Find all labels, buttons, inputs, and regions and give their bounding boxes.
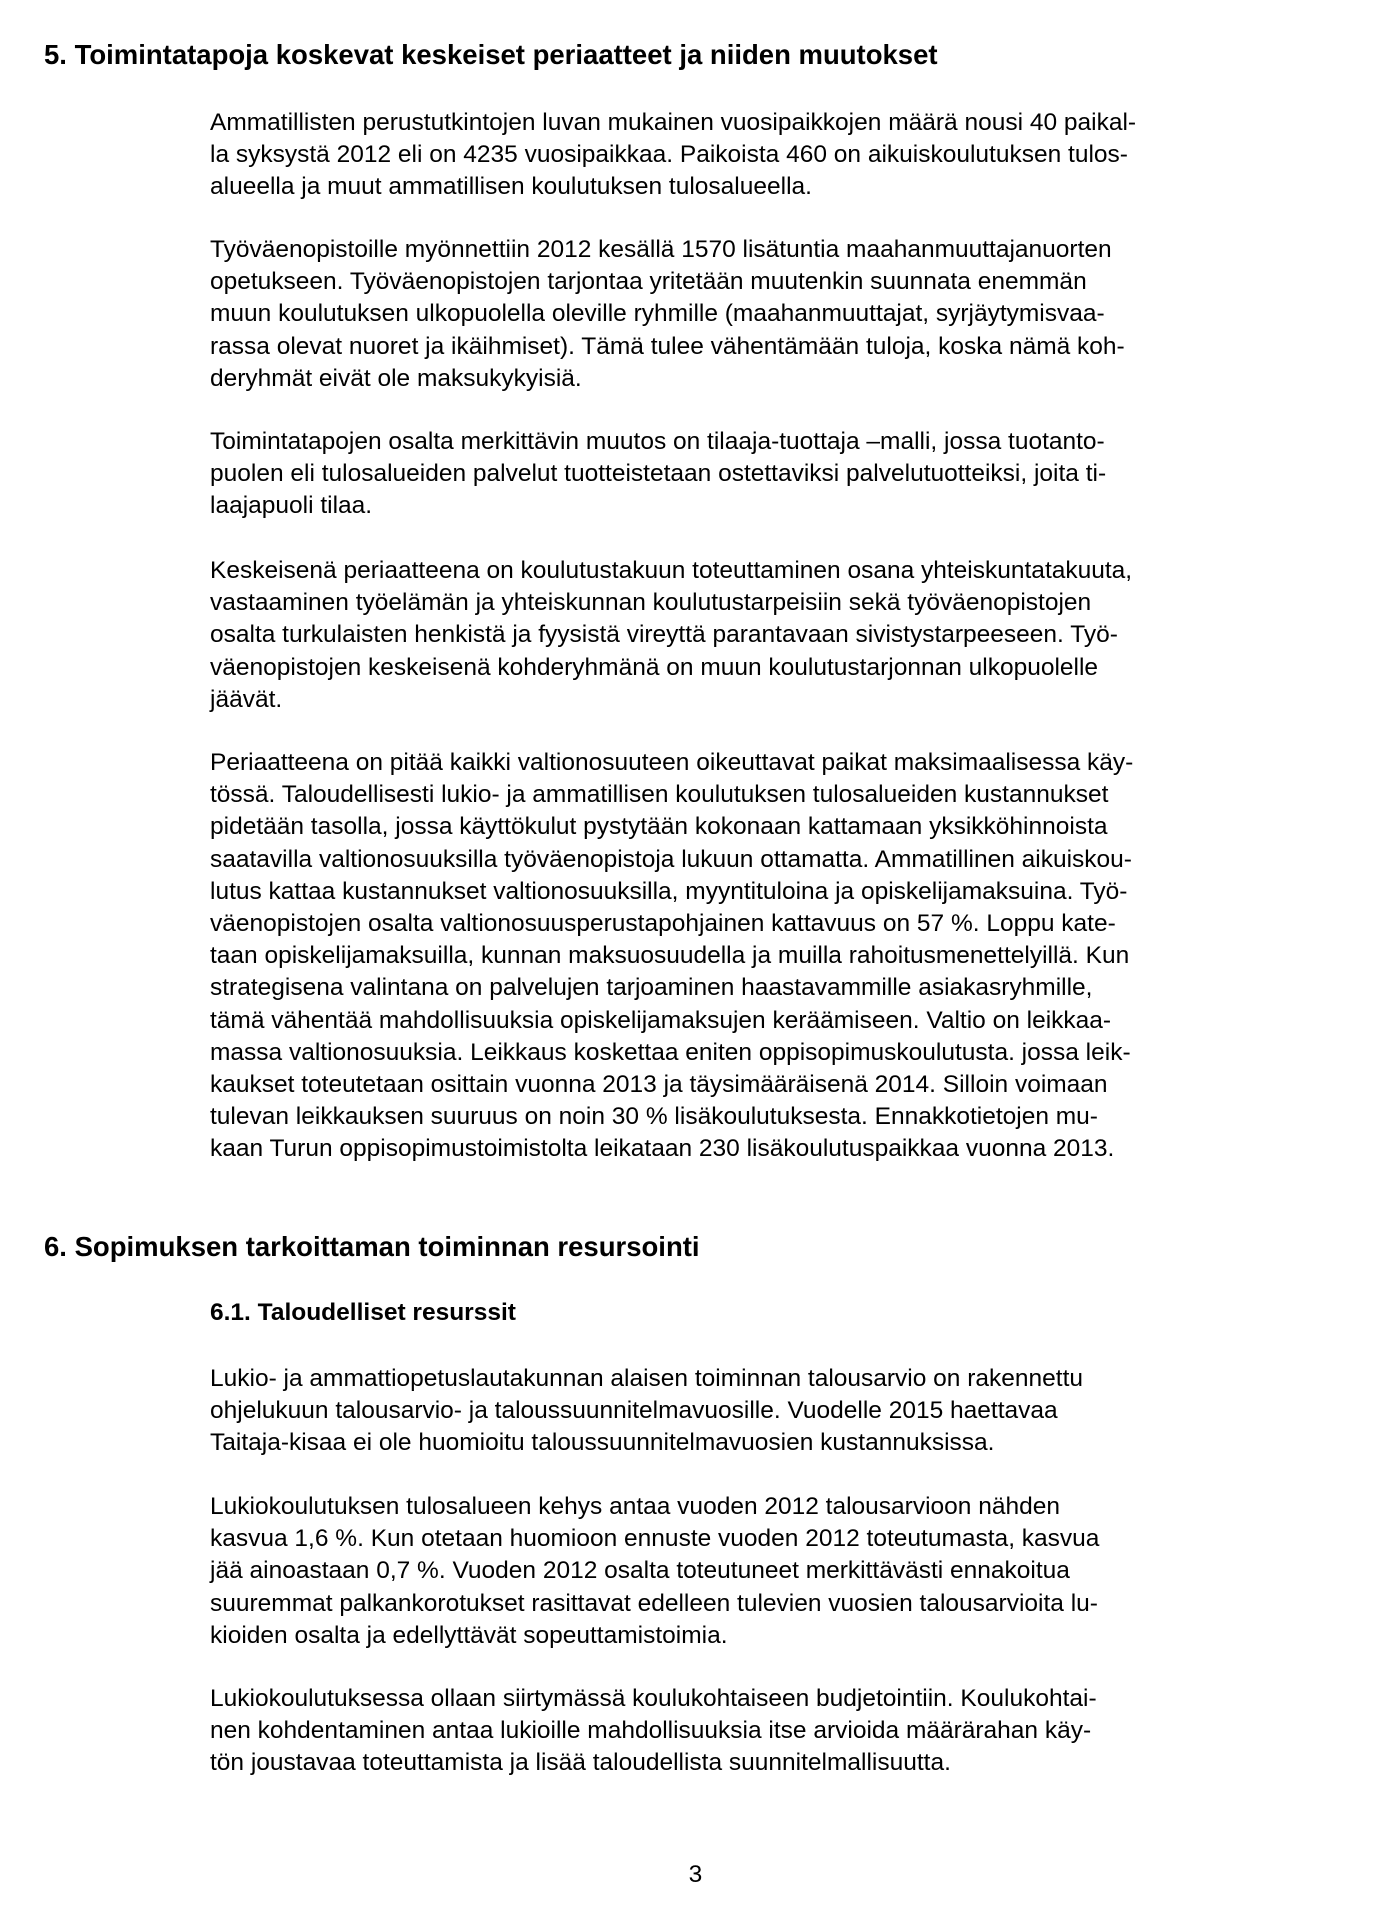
text-line: taan opiskelijamaksuilla, kunnan maksuosuudella ja muilla rahoitusmenettelyillä. Kun xyxy=(210,942,1130,970)
section-6-paragraph-1 xyxy=(210,1363,1083,1460)
text-line: la syksystä 2012 eli on 4235 vuosipaikkaa. Paikoista 460 on aikuiskoulutuksen tulos- xyxy=(210,141,1128,169)
section-5-heading: 5. Toimintatapoja koskevat keskeiset periaatteet ja niiden muutokset xyxy=(44,39,938,70)
text-line: alueella ja muut ammatillisen koulutuksen tulosalueella. xyxy=(210,173,812,201)
section-5-paragraph-1 xyxy=(210,107,1136,204)
section-6-heading: 6. Sopimuksen tarkoittaman toiminnan resursointi xyxy=(44,1231,700,1262)
text-line: kasvua 1,6 %. Kun otetaan huomioon ennuste vuoden 2012 toteutumasta, kasvua xyxy=(210,1525,1100,1553)
text-line: Keskeisenä periaatteena on koulutustakuun toteuttaminen osana yhteiskuntatakuuta, xyxy=(210,557,1133,584)
page-number: 3 xyxy=(688,1861,703,1888)
text-line: tämä vähentää mahdollisuuksia opiskelijamaksujen keräämiseen. Valtio on leikkaa- xyxy=(210,1006,1112,1034)
section-6-paragraph-2 xyxy=(210,1491,1099,1652)
text-line: pidetään tasolla, jossa käyttökulut pystytään kokonaan kattamaan yksikköhinnoista xyxy=(210,813,1108,841)
text-line: deryhmät eivät ole maksukykyisiä. xyxy=(210,364,582,392)
text-line: opetukseen. Työväenopistojen tarjontaa yritetään muutenkin suunnata enemmän xyxy=(210,268,1087,296)
text-line: massa valtionosuuksia. Leikkaus koskettaa eniten oppisopimuskoulutusta. jossa leik- xyxy=(210,1038,1131,1066)
text-line: muun koulutuksen ulkopuolella oleville ryhmille (maahanmuuttajat, syrjäytymisvaa- xyxy=(210,300,1105,328)
section-5-paragraph-5 xyxy=(210,747,1133,1165)
text-line: rassa olevat nuoret ja ikäihmiset). Tämä tulee vähentämään tuloja, koska nämä koh- xyxy=(210,332,1125,360)
text-line: lutus kattaa kustannukset valtionosuuksilla, myyntituloina ja opiskelijamaksuina. Työ- xyxy=(210,877,1128,905)
text-line: Ammatillisten perustutkintojen luvan mukainen vuosipaikkojen määrä nousi 40 paikal- xyxy=(210,109,1137,136)
text-line: ohjelukuun talousarvio- ja taloussuunnitelmavuosille. Vuodelle 2015 haettavaa xyxy=(210,1397,1058,1425)
section-6-paragraph-3 xyxy=(210,1683,1097,1780)
text-line: Lukiokoulutuksen tulosalueen kehys antaa vuoden 2012 talousarvioon nähden xyxy=(210,1493,1060,1520)
text-line: tössä. Taloudellisesti lukio- ja ammatillisen koulutuksen tulosalueiden kustannukset xyxy=(210,781,1109,809)
text-line: tön joustavaa toteuttamista ja lisää taloudellista suunnitelmallisuutta. xyxy=(210,1749,951,1777)
text-line: Periaatteena on pitää kaikki valtionosuuteen oikeuttavat paikat maksimaalisessa käy- xyxy=(210,749,1134,776)
text-line: Toimintatapojen osalta merkittävin muutos on tilaaja-tuottaja –malli, jossa tuotanto- xyxy=(210,428,1105,455)
text-line: Työväenopistoille myönnettiin 2012 kesällä 1570 lisätuntia maahanmuuttajanuorten xyxy=(210,236,1112,263)
text-line: tulevan leikkauksen suuruus on noin 30 % lisäkoulutuksesta. Ennakkotietojen mu- xyxy=(210,1103,1098,1131)
text-line: laajapuoli tilaa. xyxy=(210,492,373,520)
text-line: osalta turkulaisten henkistä ja fyysistä vireyttä parantavaan sivistystarpeeseen. Työ- xyxy=(210,621,1118,649)
text-line: väenopistojen osalta valtionosuusperustapohjainen kattavuus on 57 %. Loppu kate- xyxy=(210,909,1116,937)
section-5-paragraph-2 xyxy=(210,234,1125,395)
text-line: Taitaja-kisaa ei ole huomioitu taloussuunnitelmavuosien kustannuksissa. xyxy=(210,1429,995,1457)
text-line: puolen eli tulosalueiden palvelut tuotteistetaan ostettaviksi palvelutuotteiksi, joita ti- xyxy=(210,460,1107,488)
text-line: suuremmat palkankorotukset rasittavat edelleen tulevien vuosien talousarvioita lu- xyxy=(210,1589,1098,1617)
text-line: kioiden osalta ja edellyttävät sopeuttamistoimia. xyxy=(210,1621,728,1649)
text-line: saatavilla valtionosuuksilla työväenopistoja lukuun ottamatta. Ammatillinen aikuiskou- xyxy=(210,845,1132,873)
text-line: kaukset toteutetaan osittain vuonna 2013 ja täysimääräisenä 2014. Silloin voimaan xyxy=(210,1070,1108,1098)
section-5-paragraph-4 xyxy=(210,555,1132,716)
text-line: Lukio- ja ammattiopetuslautakunnan alaisen toiminnan talousarvio on rakennettu xyxy=(210,1365,1084,1392)
text-line: Lukiokoulutuksessa ollaan siirtymässä koulukohtaiseen budjetointiin. Koulukohtai- xyxy=(210,1685,1097,1712)
text-line: vastaaminen työelämän ja yhteiskunnan koulutustarpeisiin sekä työväenopistojen xyxy=(210,589,1092,617)
subsection-6-1-heading: 6.1. Taloudelliset resurssit xyxy=(210,1299,516,1326)
text-line: strategisena valintana on palvelujen tarjoaminen haastavammille asiakasryhmille, xyxy=(210,974,1093,1002)
text-line: kaan Turun oppisopimustoimistolta leikataan 230 lisäkoulutuspaikkaa vuonna 2013. xyxy=(210,1135,1115,1163)
text-line: väenopistojen keskeisenä kohderyhmänä on muun koulutustarjonnan ulkopuolelle xyxy=(210,653,1099,681)
text-line: nen kohdentaminen antaa lukioille mahdollisuuksia itse arvioida määrärahan käy- xyxy=(210,1717,1092,1745)
section-5-paragraph-3 xyxy=(210,426,1106,523)
text-line: jää ainoastaan 0,7 %. Vuoden 2012 osalta toteutuneet merkittävästi ennakoitua xyxy=(210,1557,1070,1585)
text-line: jäävät. xyxy=(210,685,283,713)
